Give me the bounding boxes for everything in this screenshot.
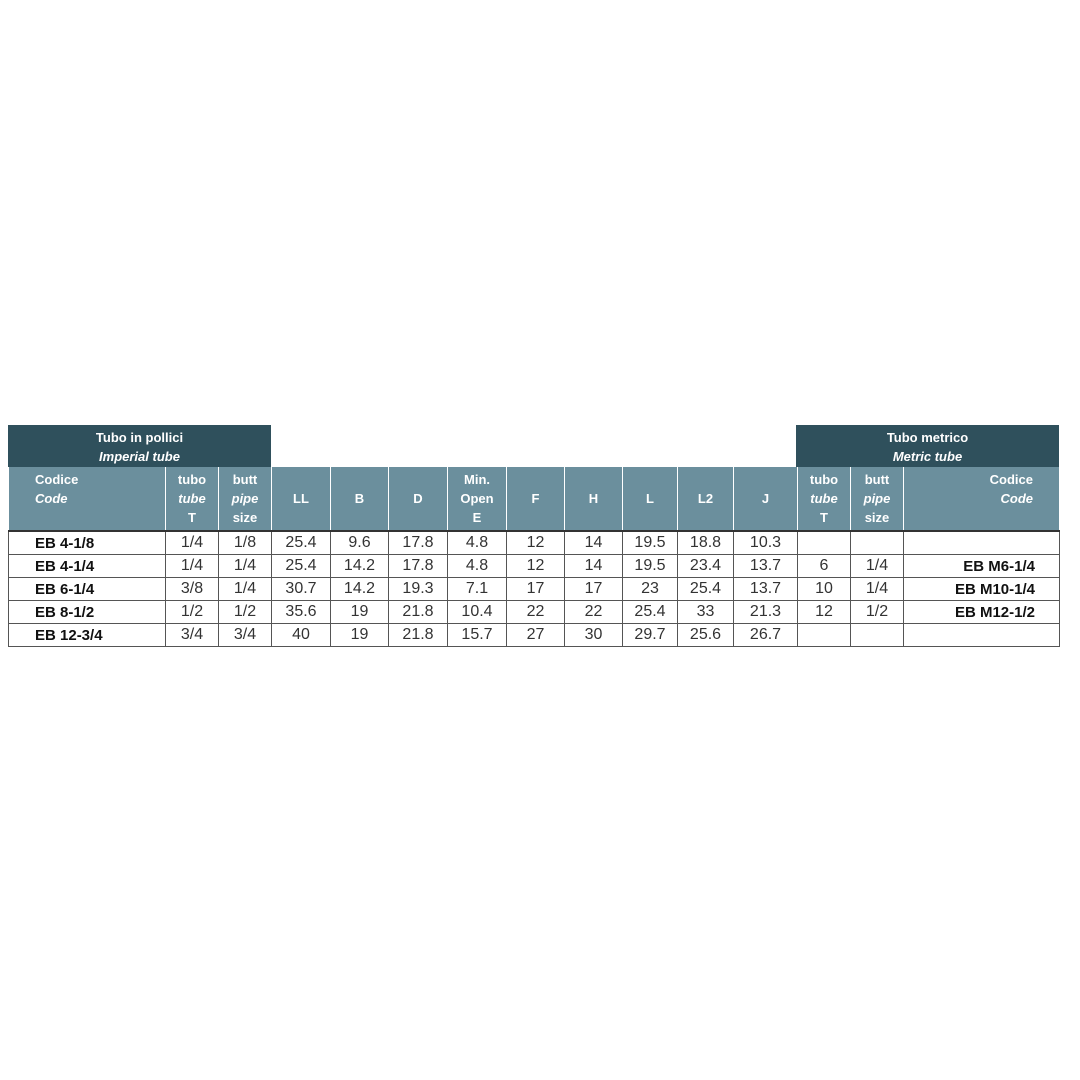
cell-metric-tube: 6 <box>798 555 851 578</box>
cell-l2: 18.8 <box>678 531 734 555</box>
cell-f: 27 <box>507 624 565 647</box>
cell-ll: 35.6 <box>272 601 331 624</box>
cell-e: 7.1 <box>448 578 507 601</box>
cell-h: 14 <box>565 555 623 578</box>
cell-l2: 23.4 <box>678 555 734 578</box>
table-row <box>9 578 1060 601</box>
cell-j: 13.7 <box>734 555 798 578</box>
fitting-dimensions-table <box>8 467 1060 647</box>
cell-l: 29.7 <box>623 624 678 647</box>
cell-pipe: 3/4 <box>219 624 272 647</box>
cell-j: 10.3 <box>734 531 798 555</box>
header-l2: L2 <box>678 467 734 531</box>
cell-metric-code <box>904 531 1060 555</box>
header-code: Codice Code <box>9 467 166 531</box>
cell-f: 12 <box>507 555 565 578</box>
cell-l2: 33 <box>678 601 734 624</box>
cell-l2: 25.4 <box>678 578 734 601</box>
cell-d: 17.8 <box>389 555 448 578</box>
cell-b: 14.2 <box>331 555 389 578</box>
cell-f: 17 <box>507 578 565 601</box>
cell-b: 19 <box>331 601 389 624</box>
cell-j: 21.3 <box>734 601 798 624</box>
imperial-group-title: Tubo in pollici <box>95 430 184 445</box>
cell-b: 19 <box>331 624 389 647</box>
cell-code: EB 4-1/8 <box>9 531 166 555</box>
table-row <box>9 601 1060 624</box>
cell-h: 14 <box>565 531 623 555</box>
cell-pipe: 1/4 <box>219 578 272 601</box>
header-h: H <box>565 467 623 531</box>
cell-tube: 1/4 <box>166 531 219 555</box>
cell-d: 21.8 <box>389 624 448 647</box>
cell-metric-pipe <box>851 624 904 647</box>
cell-metric-code: EB M6-1/4 <box>904 555 1060 578</box>
header-pipe-size: butt pipe size <box>219 467 272 531</box>
cell-code: EB 4-1/4 <box>9 555 166 578</box>
table-row <box>9 555 1060 578</box>
header-metric-pipe-size: butt pipe size <box>851 467 904 531</box>
cell-ll: 25.4 <box>272 555 331 578</box>
cell-code: EB 6-1/4 <box>9 578 166 601</box>
cell-metric-pipe: 1/4 <box>851 578 904 601</box>
cell-e: 15.7 <box>448 624 507 647</box>
header-metric-tube-t: tubo tube T <box>798 467 851 531</box>
cell-metric-code: EB M10-1/4 <box>904 578 1060 601</box>
header-d: D <box>389 467 448 531</box>
cell-code: EB 8-1/2 <box>9 601 166 624</box>
cell-metric-tube: 10 <box>798 578 851 601</box>
cell-code: EB 12-3/4 <box>9 624 166 647</box>
cell-f: 12 <box>507 531 565 555</box>
cell-pipe: 1/8 <box>219 531 272 555</box>
cell-tube: 3/8 <box>166 578 219 601</box>
cell-d: 21.8 <box>389 601 448 624</box>
header-b: B <box>331 467 389 531</box>
cell-ll: 25.4 <box>272 531 331 555</box>
table-row <box>9 531 1060 555</box>
cell-l: 19.5 <box>623 531 678 555</box>
cell-tube: 1/4 <box>166 555 219 578</box>
cell-tube: 1/2 <box>166 601 219 624</box>
table-header-row <box>9 467 1060 531</box>
cell-metric-tube <box>798 531 851 555</box>
cell-metric-code <box>904 624 1060 647</box>
cell-ll: 40 <box>272 624 331 647</box>
cell-h: 22 <box>565 601 623 624</box>
cell-l: 25.4 <box>623 601 678 624</box>
table-row <box>9 624 1060 647</box>
cell-pipe: 1/4 <box>219 555 272 578</box>
cell-metric-pipe: 1/4 <box>851 555 904 578</box>
cell-metric-tube: 12 <box>798 601 851 624</box>
cell-e: 4.8 <box>448 531 507 555</box>
metric-group-subtitle: Metric tube <box>892 449 963 464</box>
header-tube-t: tubo tube T <box>166 467 219 531</box>
metric-group-title: Tubo metrico <box>886 430 969 445</box>
imperial-group-subtitle: Imperial tube <box>99 449 180 464</box>
imperial-tube-group-header <box>8 425 271 467</box>
cell-f: 22 <box>507 601 565 624</box>
cell-ll: 30.7 <box>272 578 331 601</box>
cell-j: 26.7 <box>734 624 798 647</box>
cell-j: 13.7 <box>734 578 798 601</box>
header-ll: LL <box>272 467 331 531</box>
cell-metric-tube <box>798 624 851 647</box>
cell-l: 23 <box>623 578 678 601</box>
cell-metric-pipe: 1/2 <box>851 601 904 624</box>
cell-pipe: 1/2 <box>219 601 272 624</box>
cell-l: 19.5 <box>623 555 678 578</box>
header-f: F <box>507 467 565 531</box>
cell-h: 17 <box>565 578 623 601</box>
cell-b: 9.6 <box>331 531 389 555</box>
cell-d: 17.8 <box>389 531 448 555</box>
cell-h: 30 <box>565 624 623 647</box>
cell-e: 10.4 <box>448 601 507 624</box>
cell-metric-code: EB M12-1/2 <box>904 601 1060 624</box>
header-metric-code: Codice Code <box>904 467 1060 531</box>
header-j: J <box>734 467 798 531</box>
cell-b: 14.2 <box>331 578 389 601</box>
cell-l2: 25.6 <box>678 624 734 647</box>
metric-tube-group-header <box>796 425 1059 467</box>
cell-tube: 3/4 <box>166 624 219 647</box>
header-l: L <box>623 467 678 531</box>
cell-d: 19.3 <box>389 578 448 601</box>
cell-metric-pipe <box>851 531 904 555</box>
header-min-open-e: Min. Open E <box>448 467 507 531</box>
cell-e: 4.8 <box>448 555 507 578</box>
